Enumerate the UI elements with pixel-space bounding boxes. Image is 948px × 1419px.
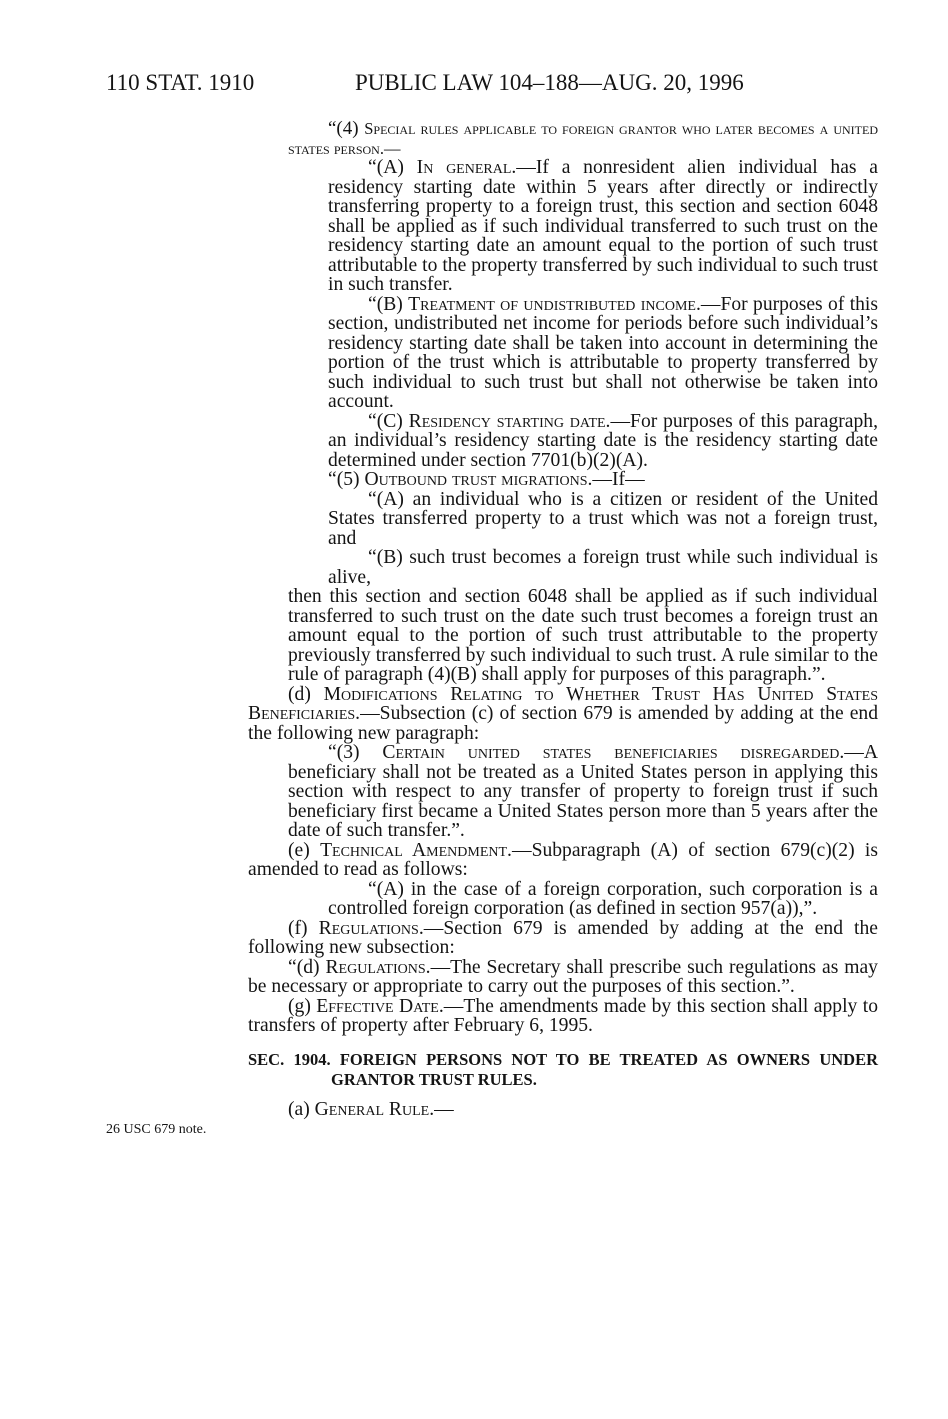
document-body (248, 119, 878, 1119)
subsection-e: (e) Technical Amendment.—Subparagraph (A) of section 679(c)(2) is amended to read as follows: (248, 839, 878, 880)
subparagraph-5a: “(A) an individual who is a citizen or resident of the United States transferred property to a trust which was not a foreign trust, and (328, 488, 878, 549)
subparagraph-4b: “(B) Treatment of undistributed income.—For purposes of this section, undistributed net income for periods before such individual’s residency starting date shall be taken into account in determining the portion of the trust which is attributable to property transferred by such individual to such trust but shall not otherwise be taken into account. (328, 293, 878, 412)
subsection-a-general-rule: (a) General Rule.— (288, 1098, 454, 1120)
subparagraph-4a: “(A) In general.—If a nonresident alien individual has a residency starting date within 5 years after directly or indirectly transferring property to a foreign trust, this section and section 6048 shall be applied as if such individual transferred to such trust on the residency starting date an amount equal to the portion of such trust attributable to the property transferred by such individual to such trust in such transfer. (328, 157, 878, 295)
subsection-g-effective-date: (g) Effective Date.—The amendments made by this section shall apply to transfers of property after February 6, 1995. (248, 995, 879, 1036)
paragraph-5-tail: then this section and section 6048 shall be applied as if such individual transferred to such trust on the date such trust becomes a foreign trust an amount equal to the portion of such trust attributable to the property previously transferred by such individual to such trust. A rule similar to the rule of paragraph (4)(B) shall apply for purposes of this paragraph.”. (288, 586, 878, 685)
paragraph-5: “(5) Outbound trust migrations.—If— (328, 469, 645, 490)
margin-note: 26 USC 679 note. (106, 1122, 207, 1137)
subparagraph-5b: “(B) such trust becomes a foreign trust while such individual is alive, (328, 547, 878, 588)
subsection-d-regulations: “(d) Regulations.—The Secretary shall prescribe such regulations as may be necessary or appropriate to carry out the purposes of this section.”. (248, 956, 878, 997)
paragraph-3-beneficiaries: “(3) Certain united states beneficiaries disregarded.—A beneficiary shall not be treated as a United States person in applying this section with respect to any transfer of property to foreign trust if such beneficiary first became a United States person more than 5 years after the date of such transfer.”. (288, 742, 878, 841)
paragraph-4-heading: “(4) Special rules applicable to foreign grantor who later becomes a united states person.— (288, 118, 878, 158)
subparagraph-4c: “(C) Residency starting date.—For purposes of this paragraph, an individual’s residency starting date is the residency starting date determined under section 7701(b)(2)(A). (328, 410, 878, 471)
subsection-f: (f) Regulations.—Section 679 is amended by adding at the end the following new subsection: (248, 917, 878, 958)
page-header (106, 70, 776, 104)
section-1904-heading: SEC. 1904. FOREIGN PERSONS NOT TO BE TREATED AS OWNERS UNDER GRANTOR TRUST RULES. (248, 1049, 878, 1089)
page-number: 110 STAT. 1910 (106, 70, 255, 95)
public-law-citation: PUBLIC LAW 104–188—AUG. 20, 1996 (355, 70, 744, 95)
subsection-d: (d) Modifications Relating to Whether Trust Has United States Beneficiaries.—Subsection (c) of section 679 is amended by adding at the end the following new paragraph: (248, 683, 879, 744)
subparagraph-a-foreign-corporation: “(A) in the case of a foreign corporation, such corporation is a controlled foreign corporation (as defined in section 957(a)),”. (328, 878, 878, 919)
